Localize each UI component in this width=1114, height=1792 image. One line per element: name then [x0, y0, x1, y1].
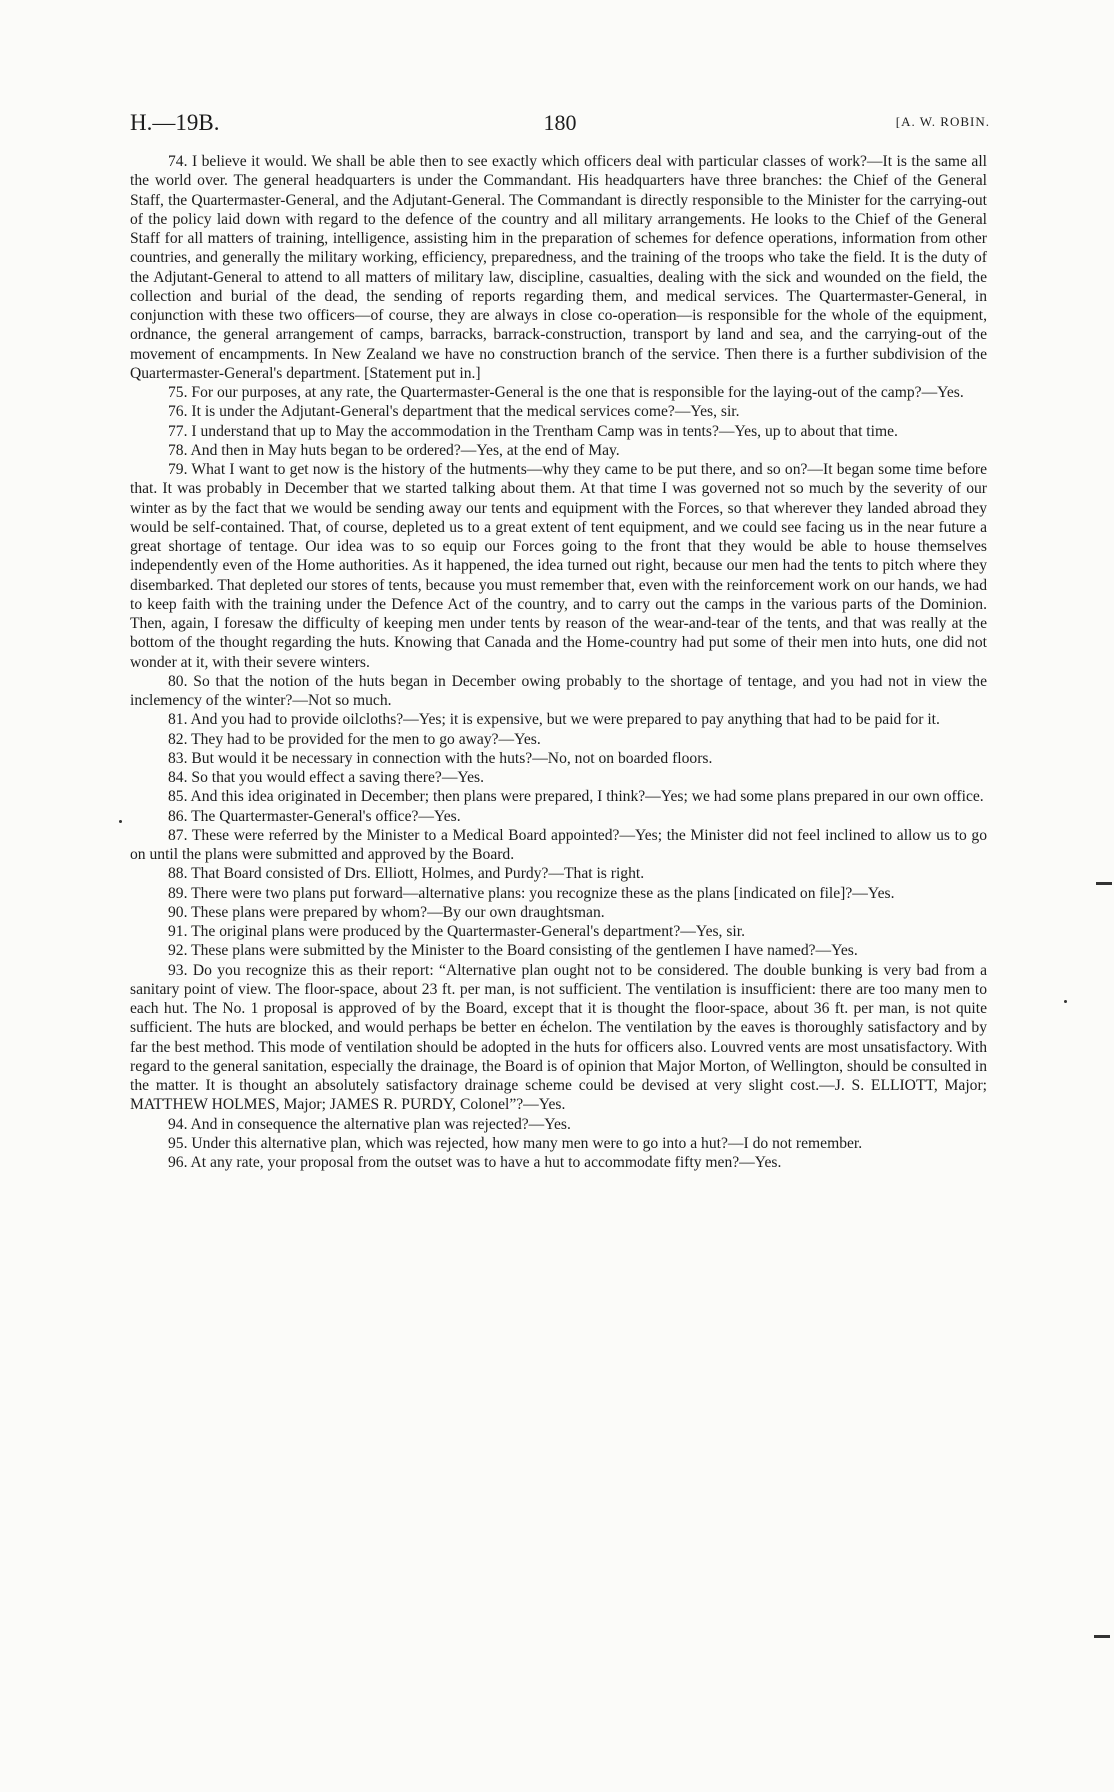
- question-82: 82. They had to be provided for the men to go away?—Yes.: [168, 730, 541, 748]
- margin-dot-left: [119, 820, 122, 823]
- page-number: 180: [543, 110, 577, 135]
- question-77: 77. I understand that up to May the accommodation in the Trentham Camp was in tents?—Yes, up to about that time.: [168, 422, 898, 440]
- document-reference: H.—19B.: [130, 110, 220, 135]
- question-80: 80. So that the notion of the huts began in December owing probably to the shortage of tentage, and you had not in view the inclemency of the winter?—Not so much.: [130, 672, 987, 709]
- question-78: 78. And then in May huts began to be ordered?—Yes, at the end of May.: [168, 441, 620, 459]
- question-74: 74. I believe it would. We shall be able then to see exactly which officers deal with particular classes of work?—It is the same all the world over. The general headquarters is under the Commandant. His headquarters have three branches: the Chief of the General Staff, the Quartermaster-General, and the Adjutant-General. The Commandant is directly responsible to the Minister for the carrying-out of the policy laid down with regard to the defence of the country and all military arrangements. He looks to the Chief of the General Staff for all matters of training, intelligence, assisting him in the preparation of schemes for defence operations, information from other countries, and generally the military working, efficiency, preparedness, and the training of the troops who take the field. It is the duty of the Adjutant-General to attend to all matters of military law, discipline, casualties, dealing with the sick and wounded on the field, the collection and burial of the dead, the sending of reports regarding them, and medical services. The Quartermaster-General, in conjunction with these two officers—of course, they are always in close co-operation—is responsible for the whole of the equipment, ordnance, the general arrangement of camps, barracks, barrack-construction, transport by land and sea, and the carrying-out of the movement of encampments. In New Zealand we have no construction branch of the service. Then there is a further subdivision of the Quartermaster-General's department. [Statement put in.]: [130, 153, 987, 382]
- question-90: 90. These plans were prepared by whom?—By our own draughtsman.: [168, 903, 605, 921]
- evidence-text: [130, 152, 987, 1172]
- question-95: 95. Under this alternative plan, which was rejected, how many men were to go into a hut?—I do not remember.: [168, 1134, 863, 1152]
- question-94: 94. And in consequence the alternative plan was rejected?—Yes.: [168, 1115, 571, 1133]
- question-88: 88. That Board consisted of Drs. Elliott, Holmes, and Purdy?—That is right.: [168, 865, 645, 883]
- witness-name: [A. W. ROBIN.: [895, 114, 990, 129]
- page-header: [130, 110, 990, 140]
- question-87: 87. These were referred by the Minister to a Medical Board appointed?—Yes; the Minister did not feel inclined to allow us to go on until the plans were submitted and approved by the Board.: [130, 826, 987, 863]
- question-84: 84. So that you would effect a saving there?—Yes.: [168, 769, 485, 786]
- question-91: 91. The original plans were produced by the Quartermaster-General's department?—Yes, sir.: [168, 923, 745, 940]
- margin-mark-right: [1096, 882, 1112, 885]
- question-75: 75. For our purposes, at any rate, the Quartermaster-General is the one that is responsible for the laying-out of the camp?—Yes.: [168, 384, 964, 401]
- question-85: 85. And this idea originated in December; then plans were prepared, I think?—Yes; we had some plans prepared in our own office.: [168, 788, 984, 806]
- question-89: 89. There were two plans put forward—alternative plans: you recognize these as the plans [indicated on file]?—Yes.: [168, 884, 895, 902]
- margin-mark-bottom-right: [1094, 1635, 1110, 1638]
- question-83: 83. But would it be necessary in connection with the huts?—No, not on boarded floors.: [168, 749, 713, 767]
- question-86: 86. The Quartermaster-General's office?—Yes.: [168, 807, 461, 825]
- margin-dot-right: [1064, 1000, 1067, 1003]
- question-81: 81. And you had to provide oilcloths?—Yes; it is expensive, but we were prepared to pay anything that had to be paid for it.: [168, 711, 940, 729]
- question-79: 79. What I want to get now is the history of the hutments—why they came to be put there, and so on?—It began some time before that. It was probably in December that we started talking about them. At that time I was governed not so much by the severity of our winter as by the fact that we would be sending away our tents and equipment with the Forces, so that wherever they landed abroad they would be self-contained. That, of course, depleted us to a great extent of tent equipment, and we could see facing us in the near future a great shortage of tentage. Our idea was to so equip our Forces going to the front that they would be able to house themselves independently even of the Home authorities. As it happened, the idea turned out right, because our men had the tents to pitch where they disembarked. That depleted our stores of tents, because you must remember that, even with the reinforcement work on our hands, we had to keep faith with the training under the Defence Act of the country, and to carry out the camps in the various parts of the Dominion. Then, again, I foresaw the difficulty of keeping men under tents by reason of the wear-and-tear of the tents, and that was really at the bottom of the thought regarding the huts. Knowing that Canada and the Home-country had put some of their men into huts, one did not wonder at it, with their severe winters.: [130, 461, 987, 671]
- question-93: 93. Do you recognize this as their report: “Alternative plan ought not to be considered. The double bunking is very bad from a sanitary point of view. The floor-space, about 23 ft. per man, is not sufficient. The ventilation is insufficient: there are too many men to each hut. The No. 1 proposal is approved of by the Board, except that it is thought the floor-space, about 36 ft. per man, is not quite sufficient. The huts are blocked, and would perhaps be better en échelon. The ventilation by the eaves is thoroughly satisfactory and by far the best method. This mode of ventilation should be adopted in the huts for officers also. Louvred vents are most unsatisfactory. With regard to the general sanitation, especially the drainage, the Board is of opinion that Major Morton, of Wellington, should be consulted in the matter. It is thought an absolutely satisfactory drainage scheme could be devised at very slight cost.—J. S. ELLIOTT, Major; MATTHEW HOLMES, Major; JAMES R. PURDY, Colonel”?—Yes.: [130, 961, 987, 1114]
- question-96: 96. At any rate, your proposal from the outset was to have a hut to accommodate fifty men?—Yes.: [168, 1154, 782, 1171]
- question-92: 92. These plans were submitted by the Minister to the Board consisting of the gentlemen I have named?—Yes.: [168, 942, 858, 960]
- question-76: 76. It is under the Adjutant-General's department that the medical services come?—Yes, sir.: [168, 403, 740, 421]
